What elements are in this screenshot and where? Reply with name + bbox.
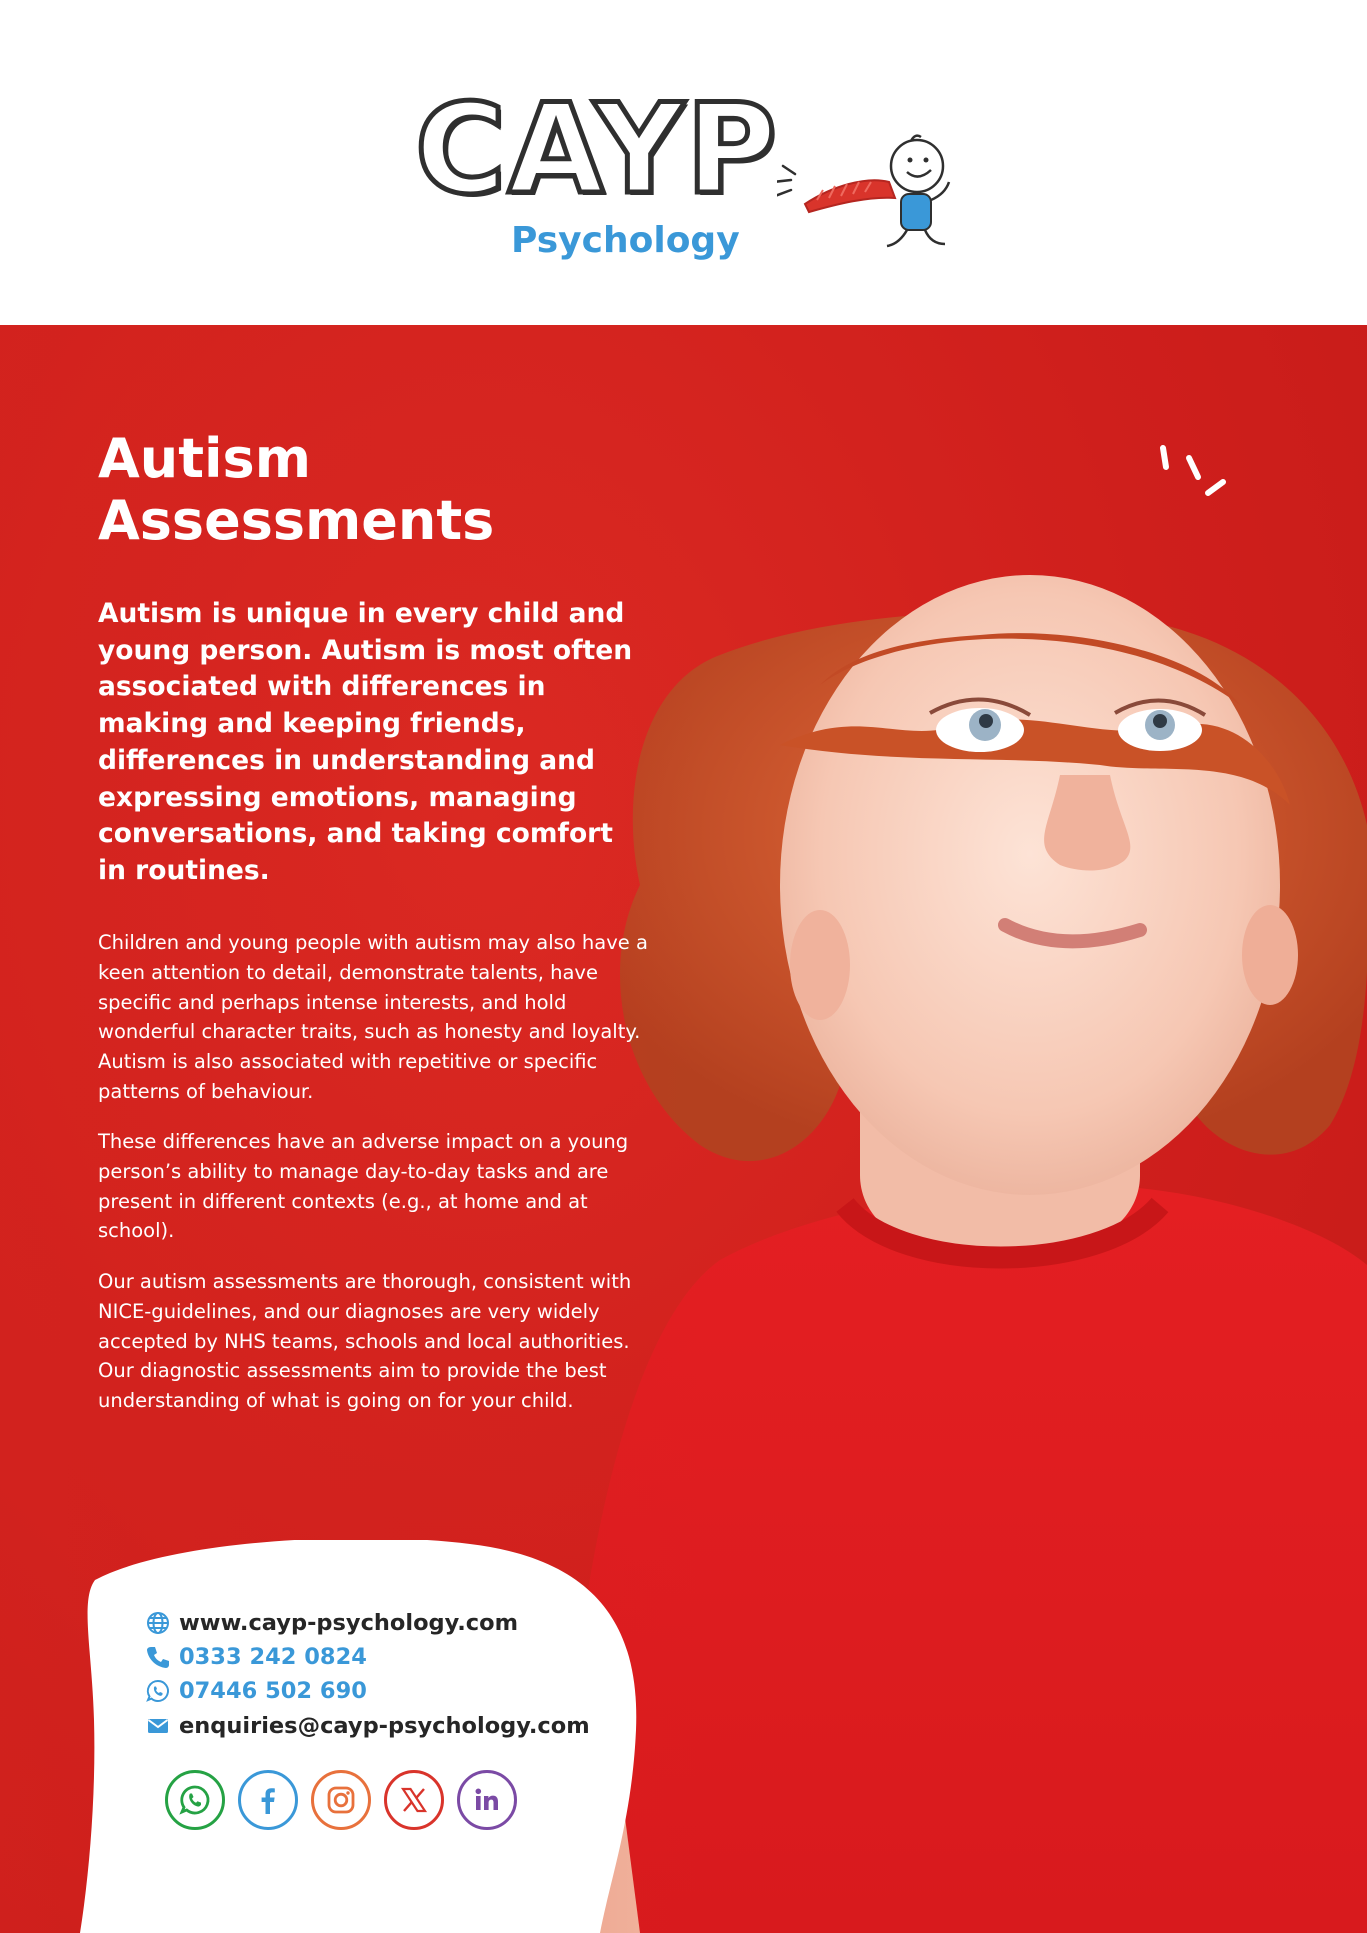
body-paragraph-1: Children and young people with autism may also have a keen attention to detail, demonstrate talents, have specific and perhaps intense interests, and hold wonderful character traits, such as honesty and loyalty. Autism is also associated with repetitive or specific patterns of behaviour.: [98, 931, 648, 1103]
phone-text: 0333 242 0824: [179, 1644, 367, 1670]
body-paragraph-3: Our autism assessments are thorough, consistent with NICE-guidelines, and our diagnoses are very widely accepted by NHS teams, schools and local authorities. Our diagnostic assessments aim to provide the best understanding of what is going on for your child.: [98, 1270, 632, 1413]
title-line-2: Assessments: [98, 489, 495, 552]
whatsapp-social-button[interactable]: [165, 1770, 225, 1830]
logo-wordmark: CAYP: [415, 78, 779, 222]
email-link[interactable]: [145, 1711, 590, 1741]
superhero-mascot-icon: [777, 116, 957, 266]
whatsapp-icon: [178, 1783, 212, 1817]
lead-paragraph: Autism is unique in every child and young person. Autism is most often associated with differences in making and keeping friends, differences in understanding and expressing emotions, managing conversations, and taking comfort in routines.: [98, 598, 633, 886]
phone-link[interactable]: [145, 1642, 367, 1672]
linkedin-social-button[interactable]: [457, 1770, 517, 1830]
email-icon: [145, 1713, 171, 1739]
email-text: enquiries@cayp-psychology.com: [179, 1713, 590, 1739]
body-paragraph-2: These differences have an adverse impact on a young person’s ability to manage day-to-day tasks and are present in different contexts (e.g., at home and at school).: [98, 1130, 629, 1243]
instagram-icon: [324, 1783, 358, 1817]
whatsapp-link[interactable]: [145, 1676, 367, 1706]
linkedin-icon: [470, 1783, 504, 1817]
logo-subtitle: Psychology: [511, 220, 740, 261]
cayp-logo[interactable]: [415, 78, 955, 273]
website-text: www.cayp-psychology.com: [179, 1610, 519, 1636]
website-link[interactable]: [145, 1608, 518, 1638]
instagram-social-button[interactable]: [311, 1770, 371, 1830]
title-line-1: Autism: [98, 427, 311, 490]
x-icon: [397, 1783, 431, 1817]
whatsapp-icon: [145, 1678, 171, 1704]
facebook-social-button[interactable]: [238, 1770, 298, 1830]
globe-icon: [145, 1610, 171, 1636]
header: [0, 0, 1367, 325]
page-title: [98, 428, 598, 552]
x-social-button[interactable]: [384, 1770, 444, 1830]
facebook-icon: [251, 1783, 285, 1817]
social-links: [165, 1770, 517, 1830]
phone-icon: [145, 1644, 171, 1670]
whatsapp-text: 07446 502 690: [179, 1678, 367, 1704]
